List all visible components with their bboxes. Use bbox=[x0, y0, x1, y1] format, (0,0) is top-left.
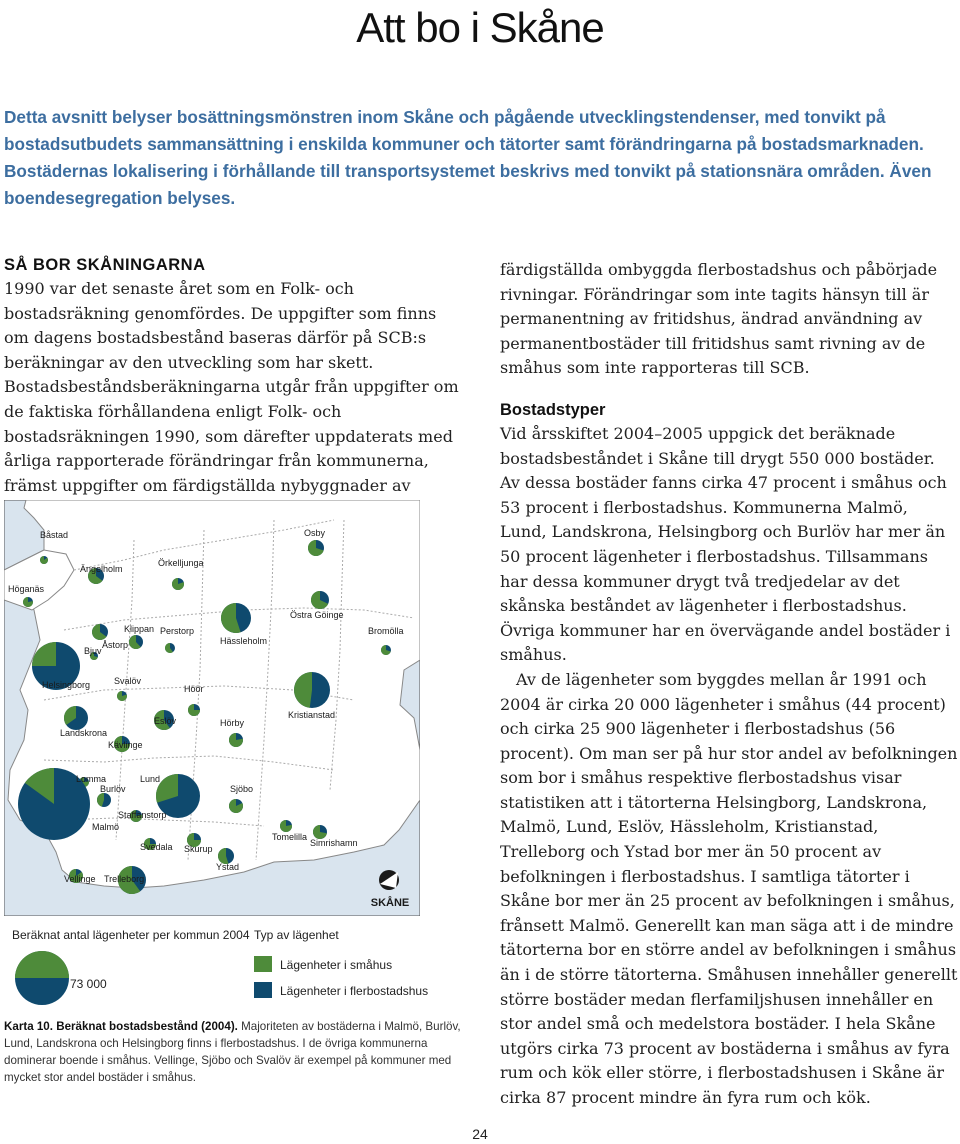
logo-text: SKÅNE bbox=[370, 897, 410, 909]
map-label-burlöv: Burlöv bbox=[100, 784, 126, 794]
legend-fler-label: Lägenheter i flerbostadshus bbox=[280, 984, 429, 998]
map-label-osby: Osby bbox=[304, 528, 326, 538]
map-label-trelleborg: Trelleborg bbox=[104, 874, 145, 884]
map-label-svalöv: Svalöv bbox=[114, 676, 142, 686]
map-label-höör: Höör bbox=[184, 684, 204, 694]
map-label-örkelljunga: Örkelljunga bbox=[158, 558, 204, 568]
map-label-kävlinge: Kävlinge bbox=[108, 740, 143, 750]
legend-size-title: Beräknat antal lägenheter per kommun 2004 bbox=[12, 928, 250, 942]
right-paragraph-3: Av de lägenheter som byggdes mellan år 1991 och 2004 är cirka 20 000 lägenheter i småhus (44 procent) och cirka 25 900 lägenheter i flerbostadshus (56 procent). Om man ser på hur stor andel av befolkningen som bor i småhus respektive flerbostadshus visar statistiken att i tätorterna Helsingborg, Landskrona, Malmö, Lund, Eslöv, Hässleholm, Kristianstad, Trelleborg och Ystad bor mer än 50 procent av befolkningen i flerbostadshus. I samtliga tätorter i Skåne bor mer än 25 procent av befolkningen i småhus, frånsett Malmö. Generellt kan man säga att i de mindre tätorterna bor en större andel av befolkningen i småhus än i de större tätorterna. Småhusen innehåller generellt större bostäder medan flerfamiljshusen innehåller en stor andel små och medelstora bostäder. I hela Skåne utgörs cirka 73 procent av bostäderna i småhus av fyra rum och kök eller större, i flerbostadshusen i Skåne är cirka 87 procent mindre än fyra rum och kök. bbox=[500, 669, 958, 1107]
map-label-malmö: Malmö bbox=[92, 822, 120, 832]
map-label-båstad: Båstad bbox=[40, 530, 69, 540]
left-paragraph: 1990 var det senaste året som en Folk- och bostadsräkning genomfördes. De uppgifter som finns om dagens bostadsbestånd baseras därför på SCB:s beräkningar av den utveckling som har skett. Bostadsbeståndsberäkningarna utgår från uppgifter om de faktiska förhållandena enligt Folk- och bostadsräkningen 1990, som därefter uppdaterats med årliga rapporterade förändringar från kommunerna, främst uppgifter om färdigställda nybyggnader av bbox=[4, 279, 459, 495]
map-label-höganäs: Höganäs bbox=[8, 584, 45, 594]
subheading-bostadstyper: Bostadstyper bbox=[500, 400, 606, 419]
map-label-skurup: Skurup bbox=[184, 844, 213, 854]
legend-smahus-label: Lägenheter i småhus bbox=[280, 958, 393, 972]
left-column bbox=[4, 256, 466, 523]
caption-text: Majoriteten av bostäderna i Malmö, Burlöv, Lund, Landskrona och Helsingborg finns i flerbostadshus. I de övriga kommunerna dominerar boende i småhus. Vellinge, Sjöbo och Svalöv är exempel på kommuner med mycket stor andel bostäder i småhus. bbox=[4, 1020, 461, 1084]
map-label-hässleholm: Hässleholm bbox=[220, 636, 268, 646]
swatch-smahus bbox=[254, 956, 272, 972]
page-title: Att bo i Skåne bbox=[356, 4, 604, 51]
map-label-svedala: Svedala bbox=[140, 842, 173, 852]
map-label-åstorp: Åstorp bbox=[102, 640, 129, 650]
right-column bbox=[500, 258, 958, 1111]
map-label-perstorp: Perstorp bbox=[160, 626, 195, 636]
map-label-simrishamn: Simrishamn bbox=[310, 838, 358, 848]
map-label-klippan: Klippan bbox=[124, 624, 155, 634]
map-label-helsingborg: Helsingborg bbox=[42, 680, 91, 690]
map-label-sjöbo: Sjöbo bbox=[230, 784, 254, 794]
map-label-bjuv: Bjuv bbox=[84, 646, 102, 656]
legend-size-pie bbox=[12, 948, 72, 1008]
map-caption bbox=[4, 1018, 464, 1086]
right-paragraph-1: färdigställda ombyggda flerbostadshus och påbörjade rivningar. Förändringar som inte tagits hänsyn till är permanentning av fritidshus, ändrad användning av permanentbostäder till fritidshus samt rivning av de småhus som inte rapporteras till SCB. bbox=[500, 260, 938, 378]
legend-size-value: 73 000 bbox=[70, 977, 107, 991]
right-paragraph-2: Vid årsskiftet 2004–2005 uppgick det beräknade bostadsbeståndet i Skåne till drygt 550 000 bostäder. Av dessa bostäder fanns cirka 47 procent i småhus och 53 procent i flerbostadshus. Kommunerna Malmö, Lund, Landskrona, Helsingborg och Burlöv har mer än 50 procent lägenheter i flerbostadshus. Tillsammans har dessa kommuner drygt två tredjedelar av det skånska beståndet av lägenheter i flerbostadshus. Övriga kommuner har en övervägande andel bostäder i småhus. bbox=[500, 423, 951, 665]
map-label-eslöv: Eslöv bbox=[154, 716, 177, 726]
map-label-lomma: Lomma bbox=[76, 774, 107, 784]
map-figure bbox=[4, 500, 420, 916]
section-heading: SÅ BOR SKÅNINGARNA bbox=[4, 256, 206, 274]
page-number: 24 bbox=[472, 1126, 488, 1142]
map-label-bromölla: Bromölla bbox=[368, 626, 404, 636]
intro-paragraph: Detta avsnitt belyser bosättningsmönstren inom Skåne och pågående utvecklingstendenser, med tonvikt på bostadsutbudets sammansättning i enskilda kommuner och tätorter samt förändringarna på bostadsmarknaden. Bostädernas lokalisering i förhållande till transportsystemet beskrivs med tonvikt på stationsnära områden. Även boendesegregation belyses. bbox=[4, 107, 932, 208]
map-label-vellinge: Vellinge bbox=[64, 874, 96, 884]
map-label-ystad: Ystad bbox=[216, 862, 240, 872]
map-label-hörby: Hörby bbox=[220, 718, 245, 728]
swatch-flerbostadshus bbox=[254, 982, 272, 998]
skane-map bbox=[4, 500, 420, 916]
legend-type-title: Typ av lägenhet bbox=[254, 928, 339, 942]
map-label-landskrona: Landskrona bbox=[60, 728, 108, 738]
map-label-lund: Lund bbox=[140, 774, 161, 784]
map-label-östra-göinge: Östra Göinge bbox=[290, 610, 344, 620]
caption-label: Karta 10. Beräknat bostadsbestånd (2004). bbox=[4, 1020, 238, 1033]
map-label-tomelilla: Tomelilla bbox=[272, 832, 308, 842]
map-label-kristianstad: Kristianstad bbox=[288, 710, 336, 720]
map-label-staffanstorp: Staffanstorp bbox=[118, 810, 167, 820]
legend-pie-smahus bbox=[15, 951, 69, 978]
map-legend bbox=[4, 920, 464, 1010]
map-label-ängelholm: Ängelholm bbox=[80, 564, 123, 574]
